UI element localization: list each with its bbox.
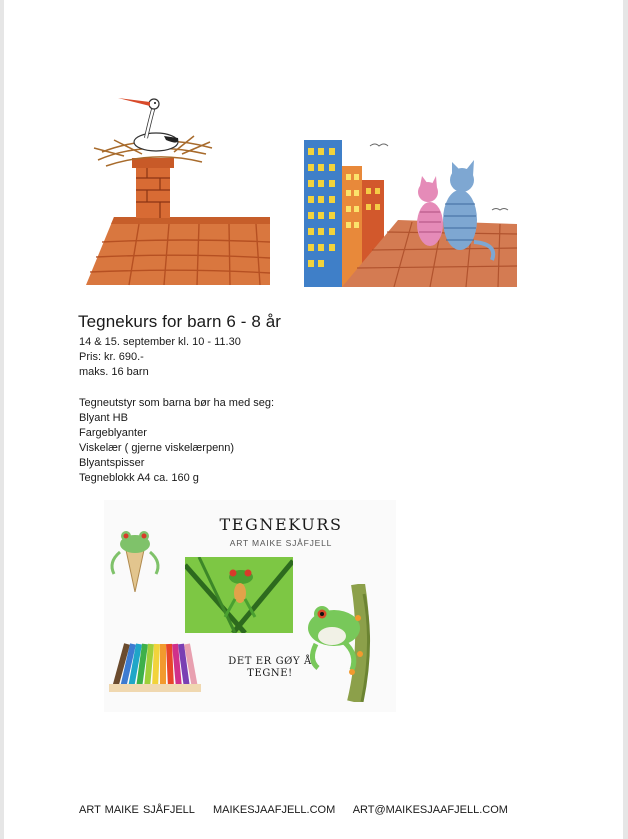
cats-drawing-icon [302, 132, 517, 287]
equipment-item: Blyantspisser [79, 457, 145, 469]
course-dates: 14 & 15. september kl. 10 - 11.30 [79, 336, 241, 348]
equipment-item: Blyant HB [79, 412, 128, 424]
equipment-item: Viskelær ( gjerne viskelærpenn) [79, 442, 235, 454]
page-edge-right [623, 0, 628, 839]
frog-photo-icon [185, 557, 293, 633]
course-flyer [104, 500, 396, 712]
tree-frog-drawing-icon [298, 584, 386, 702]
colored-pencils-drawing-icon [109, 640, 201, 692]
equipment-heading: Tegneutstyr som barna bør ha med seg: [79, 397, 275, 409]
course-price: Pris: kr. 690.- [79, 351, 144, 363]
footer [79, 804, 522, 816]
flyer-slogan [222, 656, 318, 680]
stork-drawing-icon [84, 92, 272, 287]
flyer-slogan-line: TEGNE! [247, 668, 293, 679]
flyer-slogan-line: DET ER GØY Å [228, 656, 312, 667]
equipment-item: Fargeblyanter [79, 427, 147, 439]
page-edge-left [0, 0, 4, 839]
equipment-item: Tegneblokk A4 ca. 160 g [79, 472, 199, 484]
course-title: Tegnekurs for barn 6 - 8 år [78, 312, 282, 331]
footer-name: ART MAIKE SJÅFJELL [79, 804, 195, 816]
course-capacity: maks. 16 barn [79, 366, 149, 378]
flyer-subtitle: ART MAIKE SJÅFJELL [229, 538, 333, 548]
footer-website-link[interactable]: MAIKESJAAFJELL.COM [212, 804, 336, 816]
flyer-title: TEGNEKURS [219, 515, 343, 534]
footer-email-link[interactable]: ART@MAIKESJAAFJELL.COM [352, 804, 508, 816]
